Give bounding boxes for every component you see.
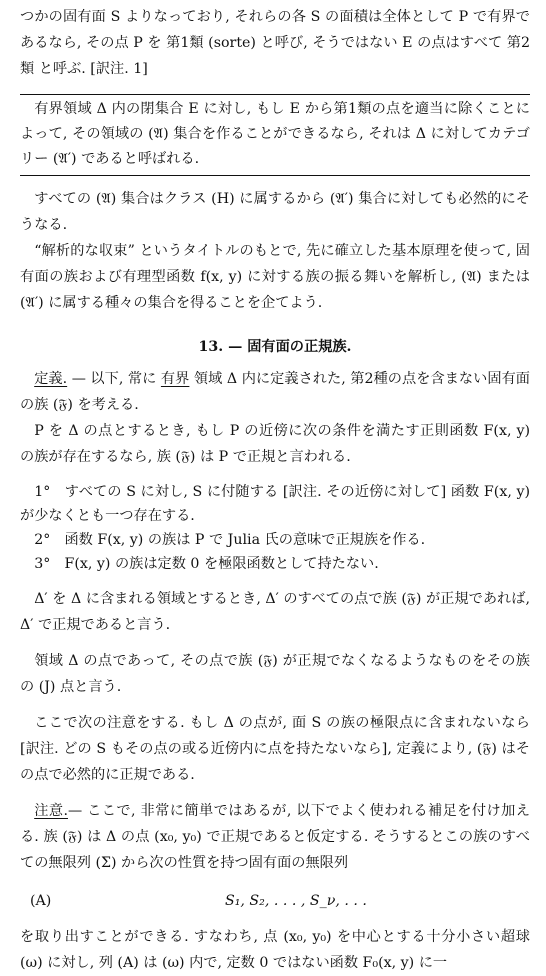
note-text: — ここで, 非常に簡単ではあるが, 以下でよく使われる補足を付け加える. 族 (𝔉) は Δ の点 (x₀, y₀) で正規であると仮定する. そうするとこの族のすべての無限列 (Σ) から次の性質を持つ固有面の無限列 <box>20 803 530 871</box>
definition-bounded: 有界 <box>160 371 190 387</box>
condition-2: 2° 函数 F(x, y) の族は P で Julia 氏の意味で正規族を作る. <box>34 532 426 548</box>
definition-category-text: 有界領域 Δ 内の閉集合 E に対し, もし E から第1類の点を適当に除くことによって, その領域の (𝔄) 集合を作ることができるなら, それは Δ に対してカテゴリー (𝔄′) であると呼ばれる. <box>20 101 530 167</box>
paragraph-definition <box>20 366 530 418</box>
definition-label: 定義. <box>34 371 68 387</box>
page-body <box>20 4 530 976</box>
paragraph-normal-domain: Δ′ を Δ に含まれる領域とするとき, Δ′ のすべての点で族 (𝔉) が正規であれば, Δ′ で正規であると言う. <box>20 591 530 633</box>
note-label: 注意. <box>34 803 68 819</box>
paragraph-analytic-convergence: “解析的な収束” というタイトルのもとで, 先に確立した基本原理を使って, 固有面の族および有理型函数 f(x, y) に対する族の振る舞いを解析し, (𝔄) または (𝔄′) に属する種々の集合を得ることを企てよう. <box>20 243 530 311</box>
condition-3: 3° F(x, y) の族は定数 0 を極限函数として持たない. <box>34 556 379 572</box>
sequence-a <box>20 888 530 914</box>
definition-box-category <box>20 94 530 176</box>
condition-1: 1° すべての S に対し, S に付随する [訳注. その近傍に対して] 函数 F(x, y) が少なくとも一つ存在する. <box>20 484 530 524</box>
sequence-terms: S₁, S₂, . . . , S_ν, . . . <box>225 893 367 909</box>
sequence-label: (A) <box>30 893 52 909</box>
definition-text-b: 領域 Δ 内に定義された, 第2種の点を含まない固有面の族 (𝔉) を考える. <box>20 371 530 413</box>
paragraph-normal-at-p: P を Δ の点とするとき, もし P の近傍に次の条件を満たす正則函数 F(x, y) の族が存在するなら, 族 (𝔉) は P で正規と言われる. <box>20 423 530 465</box>
paragraph-note <box>20 798 530 876</box>
paragraph-remark-limit-point: ここで次の注意をする. もし Δ の点が, 面 S の族の極限点に含まれないなら [訳注. どの S もその点の或る近傍内に点を持たないなら], 定義により, (𝔉) はその点で必然的に正規である. <box>20 715 530 783</box>
definition-text-a: — 以下, 常に <box>67 371 161 387</box>
paragraph-j-point: 領域 Δ の点であって, その点で族 (𝔉) が正規でなくなるようなものをその族の (J) 点と言う. <box>20 653 530 695</box>
paragraph-first-second-kind: つかの固有面 S よりなっており, それらの各 S の面積は全体として P で有界であるなら, その点 P を 第1類 (sorte) と呼び, そうではない E の点はすべて 第2類 と呼ぶ. [訳注. 1] <box>20 9 530 77</box>
paragraph-class-h: すべての (𝔄) 集合はクラス (H) に属するから (𝔄′) 集合に対しても必然的にそうなる. <box>20 191 530 233</box>
paragraph-extraction: を取り出すことができる. すなわち, 点 (x₀, y₀) を中心とする十分小さい超球 (ω) に対し, 列 (A) は (ω) 内で, 定数 0 ではない函数 F₀(x, y) に一 <box>20 929 530 971</box>
section-heading: 13. — 固有面の正規族. <box>198 339 352 355</box>
